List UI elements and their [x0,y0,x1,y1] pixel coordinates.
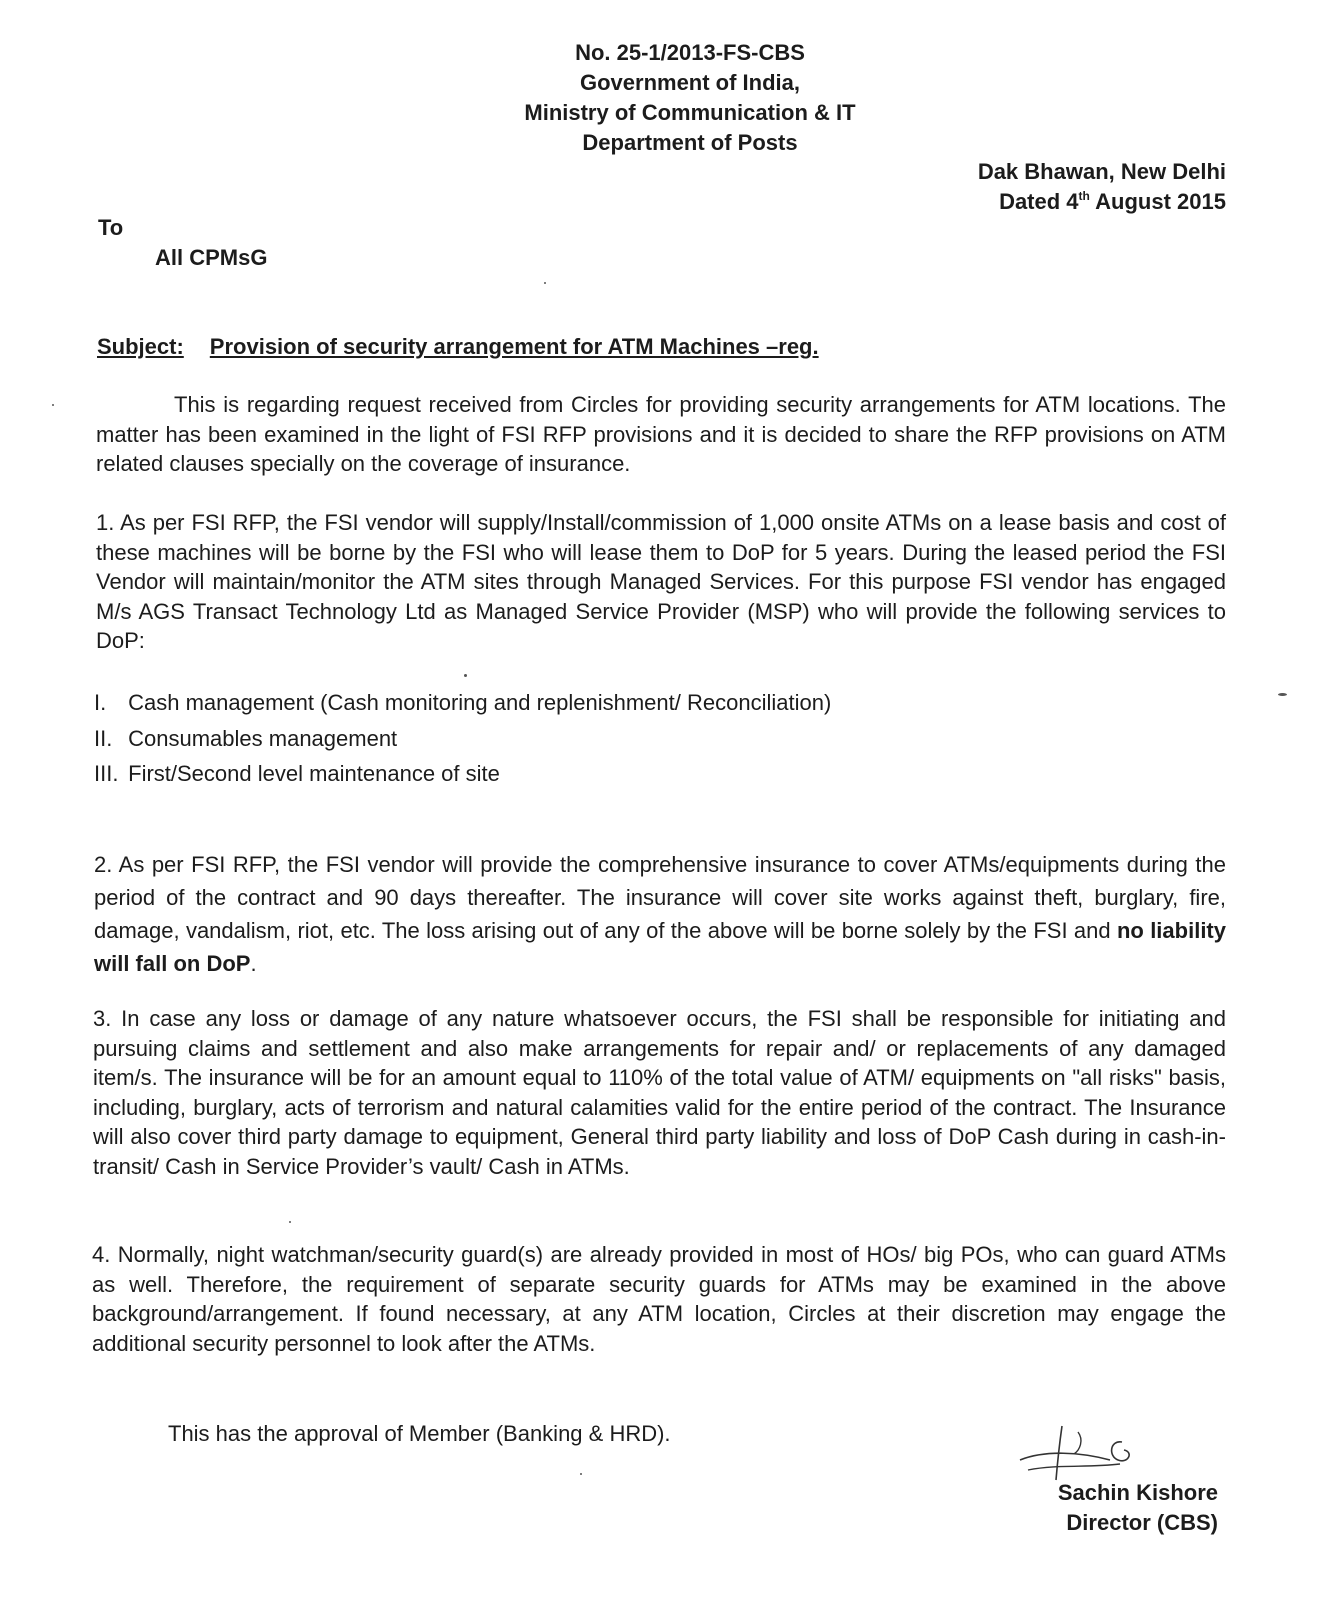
list-text: Consumables management [128,725,398,751]
scan-speck [580,1473,582,1475]
list-number: II. [94,725,113,751]
paragraph-2-end: . [250,951,257,976]
list-number: I. [94,690,107,715]
date-suffix: August 2015 [1089,189,1226,214]
to-label: To [98,215,124,240]
paragraph-2-emphasis: no liability will fall on DoP [94,918,1226,976]
intro-paragraph: This is regarding request received from Circles for providing security arrangements for ATM locations. The matter has been examined in the light of FSI RFP provisions and it is decided to share the RFP provisions on ATM related clauses specially on the coverage of insurance. [96,392,1226,476]
list-item [94,721,831,757]
paragraph-3: 3. In case any loss or damage of any nature whatsoever occurs, the FSI shall be responsible for initiating and pursuing claims and settlement and also make arrangements for repair and/ or replacements of any damaged item/s. The insurance will be for an amount equal to 110% of the total value of ATM/ equipments on "all risks" basis, including, burglary, acts of terrorism and natural calamities valid for the entire period of the contract. The Insurance will also cover third party damage to equipment, General third party liability and loss of DoP Cash during in cash-in-transit/ Cash in Service Provider’s vault/ Cash in ATMs. [93,1006,1226,1179]
list-item [94,756,831,792]
paragraph-4: 4. Normally, night watchman/security guard(s) are already provided in most of HOs/ big POs, who can guard ATMs as well. Therefore, the requirement of separate security guards for ATMs may be examined in the above background/arrangement. If found necessary, at any ATM location, Circles at their discretion may engage the additional security personnel to look after the ATMs. [92,1242,1226,1356]
signatory [1058,1478,1218,1538]
subject-line [97,334,819,360]
place-and-date [978,157,1226,217]
date [978,187,1226,217]
scan-speck [464,674,467,677]
paragraph-2-text: 2. As per FSI RFP, the FSI vendor will provide the comprehensive insurance to cover ATMs/equipments during the period of the contract and 90 days thereafter. The insurance will cover site works against theft, burglary, fire, damage, vandalism, riot, etc. The loss arising out of any of the above will be borne solely by the FSI and [94,852,1226,943]
paragraph-2 [94,848,1226,980]
scan-speck [52,404,54,406]
scan-speck [544,282,546,284]
letterhead [440,38,940,158]
ministry-line: Ministry of Communication & IT [524,100,856,125]
addressee: All CPMsG [155,245,268,270]
list-number: III. [94,761,119,786]
list-item [94,685,831,721]
services-list [94,685,831,792]
place: Dak Bhawan, New Delhi [977,159,1226,184]
date-prefix: Dated 4 [999,189,1079,214]
subject-text: Provision of security arrangement for ATM Machines –reg. [209,334,819,359]
signatory-name: Sachin Kishore [1057,1480,1218,1505]
file-number: No. 25-1/2013-FS-CBS [575,40,805,65]
subject-label: Subject: [97,334,184,359]
scan-speck [289,1221,291,1223]
government-line: Government of India, [579,70,801,95]
paragraph-1: 1. As per FSI RFP, the FSI vendor will supply/Install/commission of 1,000 onsite ATMs on a lease basis and cost of these machines will be borne by the FSI who will lease them to DoP for 5 years. During the leased period the FSI Vendor will maintain/monitor the ATM sites through Managed Services. For this purpose FSI vendor has engaged M/s AGS Transact Technology Ltd as Managed Service Provider (MSP) who will provide the following services to DoP: [96,510,1226,653]
list-text: First/Second level maintenance of site [128,761,500,786]
signatory-designation: Director (CBS) [1066,1510,1218,1535]
date-superscript: th [1078,189,1090,203]
scan-speck [1278,693,1287,696]
department-line: Department of Posts [582,130,798,155]
approval-line: This has the approval of Member (Banking & HRD). [168,1421,671,1446]
list-text: Cash management (Cash monitoring and replenishment/ Reconciliation) [128,690,832,715]
